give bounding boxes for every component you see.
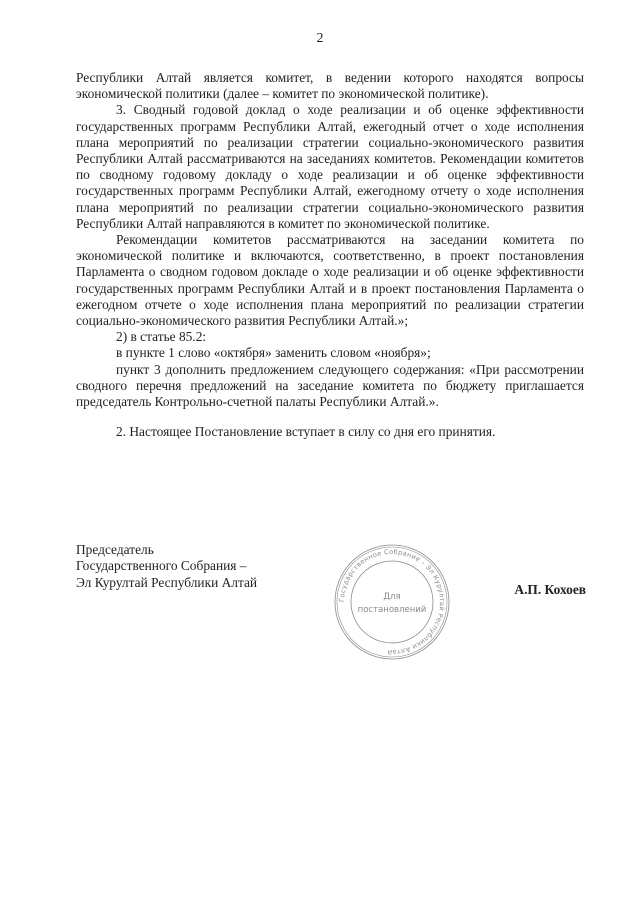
signatory-name: А.П. Кохоев: [514, 582, 586, 597]
official-stamp: [332, 542, 452, 662]
page-number: 2: [316, 31, 324, 46]
signatory-title: [76, 542, 257, 591]
paragraph-point-3: пункт 3 дополнить предложением следующего содержания: «При рассмотрении сводного перечня предложений на заседание комитета по бюджету приглашается председатель Контрольно-счетной палаты Республики Алтай.».: [76, 361, 584, 410]
signatory-title-line: Государственного Собрания –: [76, 558, 247, 574]
paragraph-entry-into-force: 2. Настоящее Постановление вступает в силу со дня его принятия.: [116, 424, 496, 440]
paragraph-continuation: Республики Алтай является комитет, в ведении которого находятся вопросы экономической политики (далее – комитет по экономической политике).: [76, 70, 584, 102]
signature-block: [76, 542, 586, 662]
stamp-inner-text-1: Для: [383, 592, 401, 602]
svg-text:Государственное Собрание – Эл: [338, 548, 446, 656]
signatory-title-line: Председатель: [76, 542, 154, 557]
stamp-outer-text: Государственное Собрание – Эл Курултай Республики Алтай: [337, 547, 447, 657]
paragraph-recommendations: Рекомендации комитетов рассматриваются на заседании комитета по экономической политике и включаются, соответственно, в проект постановления Парламента о сводном годовом докладе о ходе реализации и об оценке эффективности государственных программ Республики Алтай и в проект постановления Парламента о ежегодном отчете о ходе исполнения плана мероприятий по реализации стратегии социально-экономического развития Республики Алтай.»;: [76, 232, 584, 329]
stamp-inner-text-2: постановлений: [357, 605, 427, 615]
document-body: [76, 70, 584, 440]
paragraph-point-1: в пункте 1 слово «октября» заменить словом «ноября»;: [116, 345, 431, 361]
paragraph-article-85-2: 2) в статье 85.2:: [116, 329, 207, 345]
signatory-title-line: Эл Курултай Республики Алтай: [76, 574, 258, 590]
paragraph-item-3: 3. Сводный годовой доклад о ходе реализации и об оценке эффективности государственных программ Республики Алтай, ежегодный отчет о ходе исполнения плана мероприятий по реализации стратегии социально-экономического развития Республики Алтай рассматриваются на заседаниях комитетов. Рекомендации комитетов по сводному годовому докладу о ходе реализации и об оценке эффективности государственных программ Республики Алтай, ежегодному отчету о ходе исполнения плана мероприятий по реализации стратегии социально-экономического развития Республики Алтай направляются в комитет по экономической политике.: [76, 102, 584, 231]
